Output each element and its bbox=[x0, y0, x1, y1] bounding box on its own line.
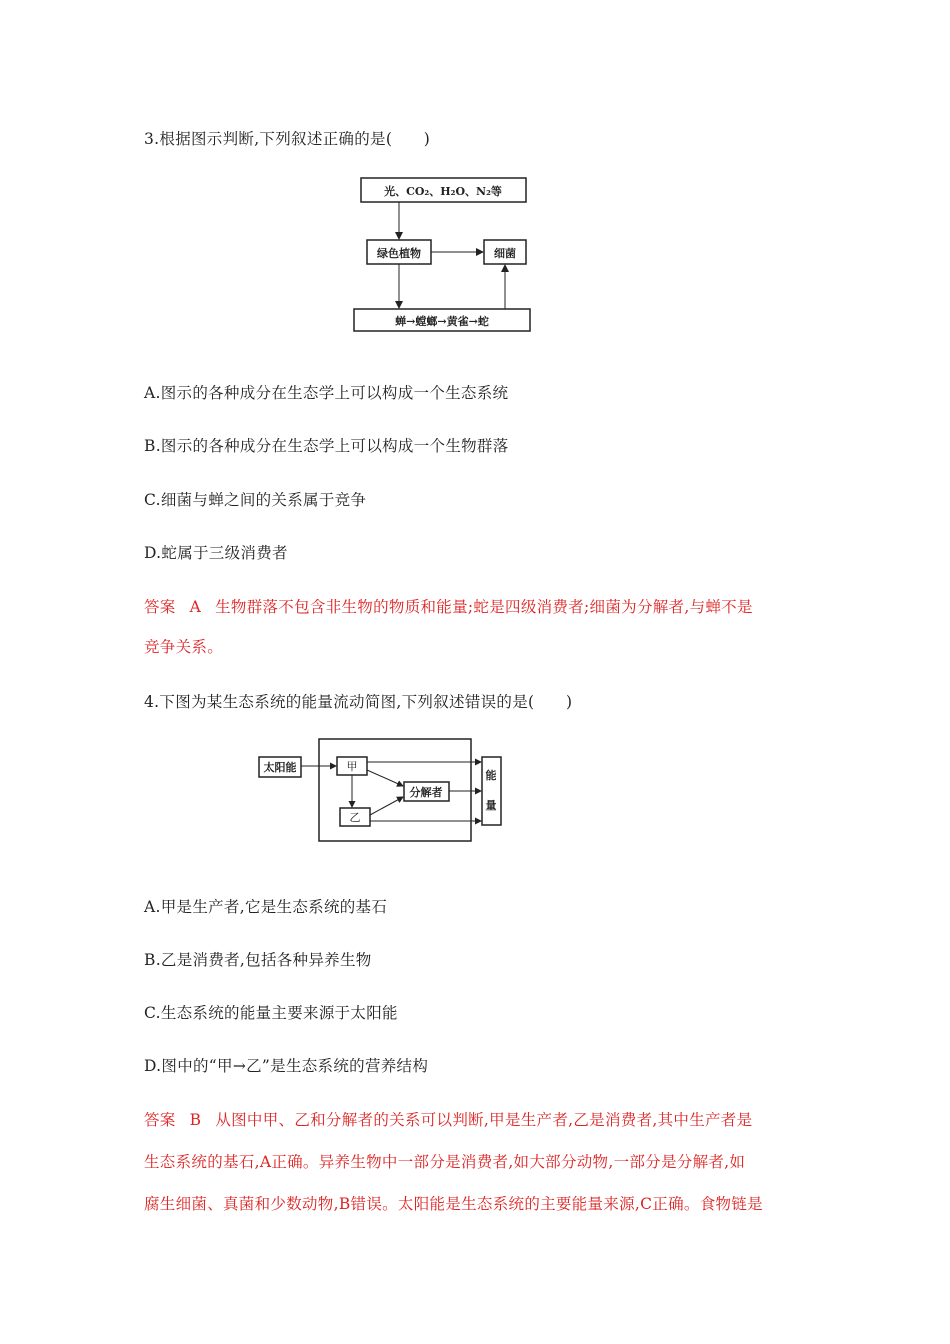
q4-answer-text1: 从图中甲、乙和分解者的关系可以判断,甲是生产者,乙是消费者,其中生产者是 bbox=[215, 1111, 753, 1129]
q4-option-d: D.图中的“甲→乙”是生态系统的营养结构 bbox=[144, 1057, 429, 1075]
q3-answer-text1: 生物群落不包含非生物的物质和能量;蛇是四级消费者;细菌为分解者,与蝉不是 bbox=[215, 598, 753, 616]
q3-option-a: A.图示的各种成分在生态学上可以构成一个生态系统 bbox=[144, 384, 509, 402]
q3-answer-line1 bbox=[144, 595, 753, 617]
q4-yi-box-label: 乙 bbox=[349, 811, 361, 824]
q4-arrow-yi-to-decomposer bbox=[370, 797, 403, 815]
q4-energy-char1: 能 bbox=[485, 769, 497, 782]
q4-answer-key: B bbox=[189, 1111, 202, 1129]
q3-option-d: D.蛇属于三级消费者 bbox=[144, 544, 288, 562]
q3-top-box-label: 光、CO₂、H₂O、N₂等 bbox=[384, 185, 502, 198]
q4-sun-box-label: 太阳能 bbox=[263, 761, 297, 774]
q3-chain-box-label: 蝉→螳螂→黄雀→蛇 bbox=[395, 315, 489, 328]
q3-stem: 3.根据图示判断,下列叙述正确的是( ) bbox=[144, 130, 431, 148]
q4-option-b: B.乙是消费者,包括各种异养生物 bbox=[144, 951, 372, 969]
q4-option-c: C.生态系统的能量主要来源于太阳能 bbox=[144, 1004, 398, 1022]
q4-answer-line2: 生态系统的基石,A正确。异养生物中一部分是消费者,如大部分动物,一部分是分解者,如 bbox=[144, 1153, 746, 1171]
q3-diagram bbox=[340, 170, 540, 335]
q4-stem: 4.下图为某生态系统的能量流动简图,下列叙述错误的是( ) bbox=[144, 693, 573, 711]
q4-arrow-jia-to-decomposer bbox=[367, 770, 403, 786]
q3-answer-label: 答案 bbox=[144, 598, 176, 616]
q3-option-c: C.细菌与蝉之间的关系属于竞争 bbox=[144, 491, 367, 509]
q4-jia-box-label: 甲 bbox=[346, 760, 358, 773]
q3-answer-key: A bbox=[189, 598, 202, 616]
q4-answer-line1 bbox=[144, 1108, 752, 1130]
q3-answer-line2: 竞争关系。 bbox=[144, 638, 224, 656]
q3-plant-box-label: 绿色植物 bbox=[377, 247, 421, 260]
q4-energy-box bbox=[482, 757, 501, 825]
q4-decomposer-box-label: 分解者 bbox=[409, 786, 443, 799]
q4-answer-line3: 腐生细菌、真菌和少数动物,B错误。太阳能是生态系统的主要能量来源,C正确。食物链是 bbox=[144, 1195, 763, 1213]
q3-option-b: B.图示的各种成分在生态学上可以构成一个生物群落 bbox=[144, 437, 509, 455]
q4-answer-label: 答案 bbox=[144, 1111, 176, 1129]
q4-diagram bbox=[255, 735, 505, 845]
q3-bacteria-box-label: 细菌 bbox=[494, 247, 516, 260]
q4-energy-char2: 量 bbox=[485, 799, 497, 812]
q4-option-a: A.甲是生产者,它是生态系统的基石 bbox=[144, 898, 388, 916]
